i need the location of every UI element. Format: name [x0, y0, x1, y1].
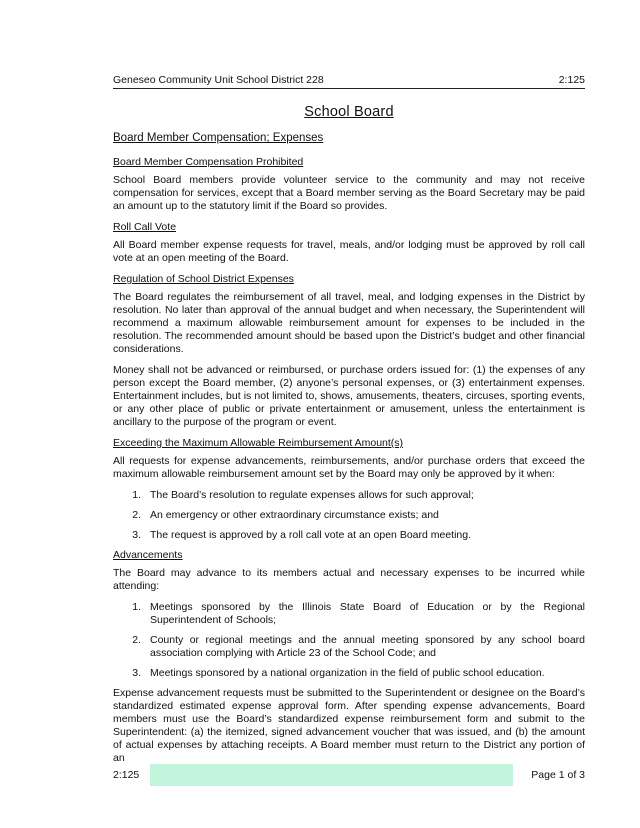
- page-header: [113, 74, 585, 89]
- document-title: School Board: [304, 104, 394, 120]
- list-number: 1.: [132, 489, 141, 501]
- list-number: 1.: [132, 601, 141, 613]
- list-number: 3.: [132, 667, 141, 679]
- section-heading-regulation: Regulation of School District Expenses: [113, 273, 294, 285]
- list-text: Meetings sponsored by the Illinois State Board of Education or by the Regional Superintendent of Schools;: [150, 601, 585, 626]
- footer-policy-code: 2:125: [113, 769, 140, 781]
- page-number: Page 1 of 3: [531, 769, 585, 781]
- paragraph-advancements-1: The Board may advance to its members actual and necessary expenses to be incurred while attending:: [113, 567, 585, 592]
- section-heading-exceeding: Exceeding the Maximum Allowable Reimbursement Amount(s): [113, 437, 404, 449]
- list-text: County or regional meetings and the annual meeting sponsored by any school board association complying with Article 23 of the School Code; and: [150, 634, 585, 659]
- section-heading-advancements: Advancements: [113, 549, 183, 561]
- list-item: [113, 489, 585, 502]
- paragraph-prohibited: School Board members provide volunteer service to the community and may not receive compensation for services, except that a Board member serving as the Board Secretary may be paid an amount up to the statutory limit if the Board so provides.: [113, 174, 585, 212]
- paragraph-regulation-1: The Board regulates the reimbursement of all travel, meal, and lodging expenses in the District by resolution. No later than approval of the annual budget and when necessary, the Superintendent will recommend a maximum allowable reimbursement amount for expenses to be included in the resolution. The recommended amount should be based upon the District’s budget and other financial considerations.: [113, 291, 585, 355]
- list-item: [113, 529, 585, 542]
- list-item: [113, 601, 585, 627]
- footer-highlight-bar: [150, 764, 513, 786]
- list-text: Meetings sponsored by a national organization in the field of public school education.: [150, 667, 545, 679]
- list-text: The request is approved by a roll call vote at an open Board meeting.: [150, 529, 472, 541]
- district-name: Geneseo Community Unit School District 228: [113, 74, 324, 86]
- list-text: The Board’s resolution to regulate expenses allows for such approval;: [150, 489, 474, 501]
- page-footer: [113, 764, 585, 786]
- paragraph-advancements-2: Expense advancement requests must be submitted to the Superintendent or designee on the Board’s standardized estimated expense approval form. After spending expense advancements, Board members must use the Board’s standardized expense reimbursement form and submit to the Superintendent: (a) the itemized, signed advancement voucher that was issued, and (b) the amount of actual expenses by attaching receipts. A Board member must return to the District any portion of an: [113, 687, 585, 764]
- paragraph-roll-call: All Board member expense requests for travel, meals, and/or lodging must be approved by roll call vote at an open meeting of the Board.: [113, 239, 585, 264]
- document-page: [113, 74, 585, 773]
- list-item: [113, 509, 585, 522]
- policy-code: 2:125: [558, 74, 585, 86]
- list-number: 2.: [132, 634, 141, 646]
- list-item: [113, 667, 585, 680]
- exceeding-list: [113, 489, 585, 542]
- list-number: 2.: [132, 509, 141, 521]
- section-heading-prohibited: Board Member Compensation Prohibited: [113, 156, 304, 168]
- paragraph-regulation-2: Money shall not be advanced or reimbursed, or purchase orders issued for: (1) the expenses of any person except the Board member, (2) anyone’s personal expenses, or (3) entertainment expenses. Entertainment includes, but is not limited to, shows, amusements, theaters, circuses, sporting events, or any other place of public or private entertainment or amusement, unless the entertainment is ancillary to the purpose of the program or event.: [113, 364, 585, 428]
- paragraph-exceeding: All requests for expense advancements, reimbursements, and/or purchase orders that exceed the maximum allowable reimbursement amount set by the Board may only be approved by it when:: [113, 455, 585, 480]
- list-number: 3.: [132, 529, 141, 541]
- list-text: An emergency or other extraordinary circumstance exists; and: [150, 509, 439, 521]
- section-heading-roll-call: Roll Call Vote: [113, 221, 177, 233]
- document-subtitle: Board Member Compensation; Expenses: [113, 132, 324, 144]
- list-item: [113, 634, 585, 660]
- advancements-list: [113, 601, 585, 680]
